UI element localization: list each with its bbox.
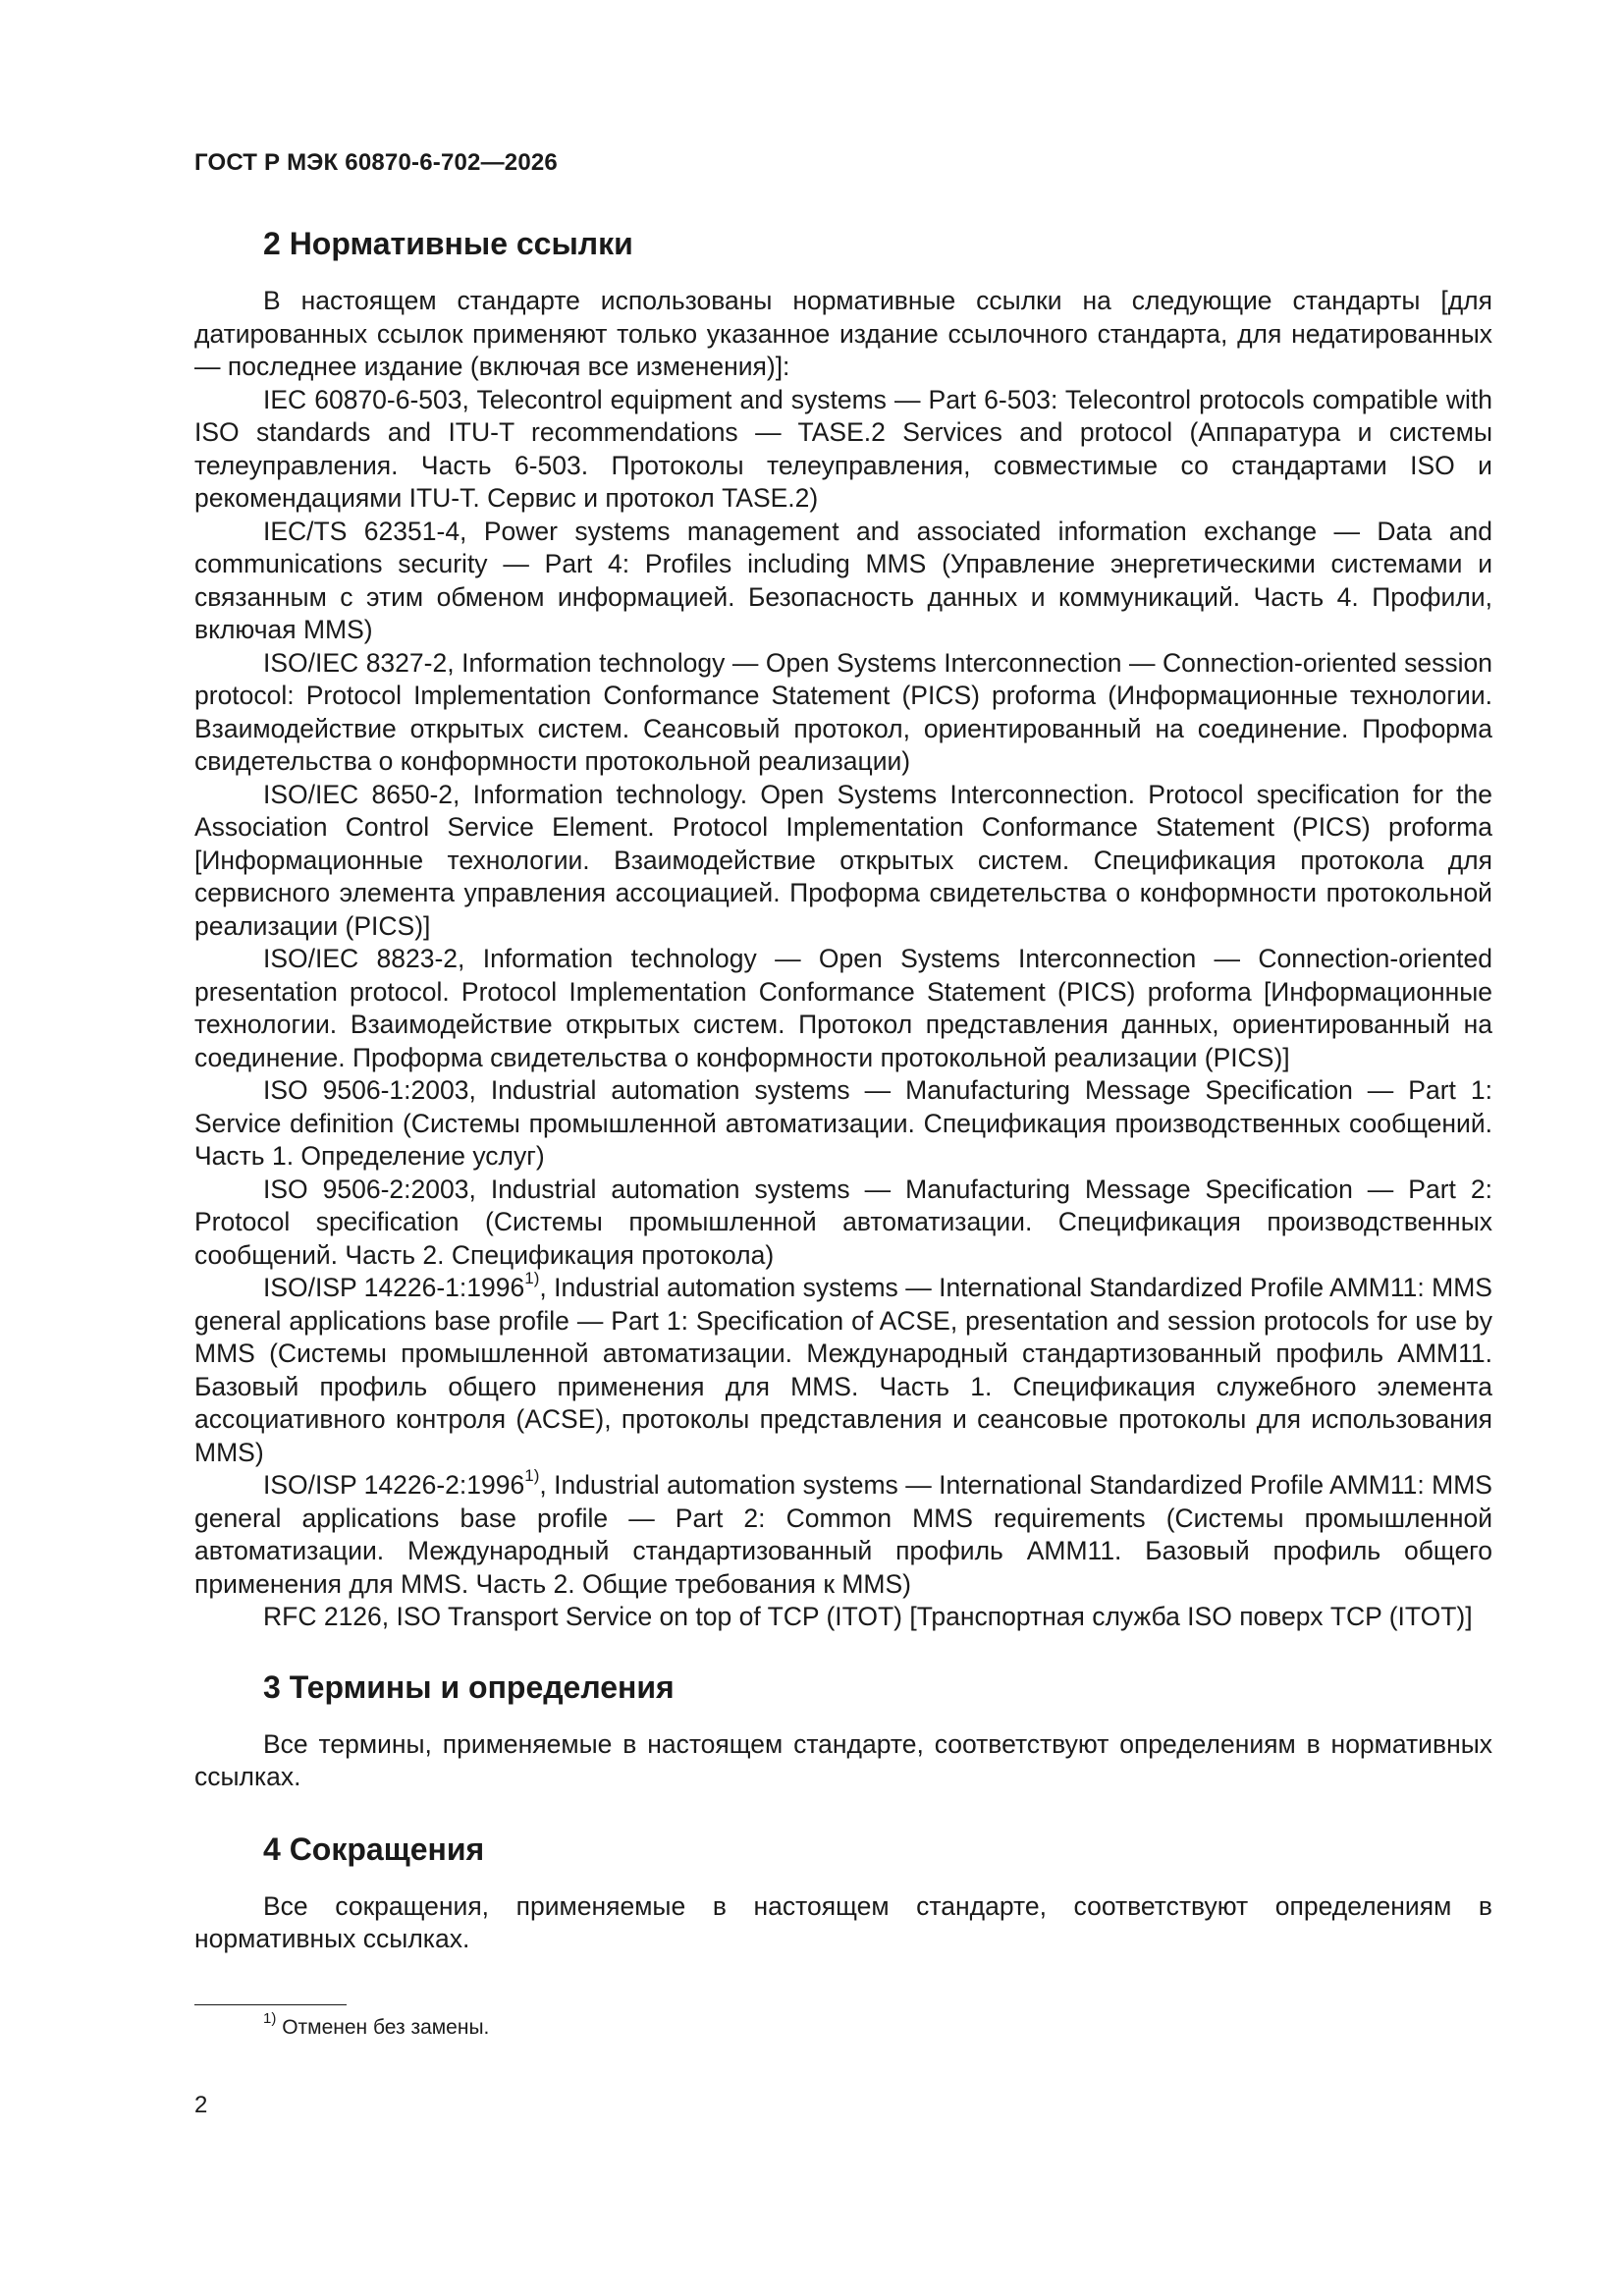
- ref-text: , Industrial automation systems — International Standardized Profile AMM11: MMS general applications base profile — Part 2: Common MMS requirements (Системы промышленной автоматизации. Международный стандартизованный профиль AMM11. Базовый профиль общего применения для MMS. Часть 2. Общие требования к MMS): [194, 1470, 1492, 1599]
- ref-iso-iec-8823-2: ISO/IEC 8823-2, Information technology — Open Systems Interconnection — Connection-oriented presentation protocol. Protocol Implementation Conformance Statement (PICS) proforma [Информационные технологии. Взаимодействие открытых систем. Протокол представления данных, ориентированный на соединение. Проформа свидетельства о конформности протокольной реализации (PICS)]: [194, 944, 1492, 1072]
- section-4-heading: 4 Сокращения: [263, 1831, 485, 1867]
- ref-iso-isp-14226-1: [194, 1269, 1492, 1469]
- page-content: [194, 224, 1492, 1956]
- ref-iso-9506-2: ISO 9506-2:2003, Industrial automation systems — Manufacturing Message Specification — Part 2: Protocol specification (Системы промышленной автоматизации. Спецификация производственных сообщений. Часть 2. Спецификация протокола): [194, 1174, 1492, 1270]
- section-3-paragraph: Все термины, применяемые в настоящем стандарте, соответствуют определениям в нормативных ссылках.: [194, 1728, 1492, 1791]
- ref-iso-9506-1: ISO 9506-1:2003, Industrial automation systems — Manufacturing Message Specification — Part 1: Service definition (Системы промышленной автоматизации. Спецификация производственных сообщений. Часть 1. Определение услуг): [194, 1075, 1492, 1171]
- section-2-intro: В настоящем стандарте использованы нормативные ссылки на следующие стандарты [для датированных ссылок применяют только указанное издание ссылочного стандарта, для недатированных — последнее издание (включая все изменения)]:: [194, 286, 1492, 381]
- section-3-heading: 3 Термины и определения: [263, 1668, 675, 1705]
- footnote-mark: 1): [263, 2010, 277, 2027]
- ref-iec-ts-62351-4: IEC/TS 62351-4, Power systems management and associated information exchange — Data and communications security — Part 4: Profiles including MMS (Управление энергетическими системами и связанным с этим обменом информацией. Безопасность данных и коммуникаций. Часть 4. Профили, включая MMS): [194, 516, 1492, 644]
- ref-text: , Industrial automation systems — International Standardized Profile AMM11: MMS general applications base profile — Part 1: Specification of ACSE, presentation and session protocols for use by MMS (Системы промышленной автоматизации. Международный стандартизованный профиль AMM11. Базовый профиль общего применения для MMS. Часть 1. Спецификация служебного элемента ассоциативного контроля (ACSE), протоколы представления и сеансовые протоколы для использования MMS): [194, 1273, 1492, 1467]
- ref-iso-iec-8327-2: ISO/IEC 8327-2, Information technology — Open Systems Interconnection — Connection-oriented session protocol: Protocol Implementation Conformance Statement (PICS) proforma (Информационные технологии. Взаимодействие открытых систем. Сеансовый протокол, ориентированный на соединение. Проформа свидетельства о конформности протокольной реализации): [194, 647, 1492, 776]
- section-2-heading: 2 Нормативные ссылки: [263, 226, 633, 261]
- document-header: ГОСТ Р МЭК 60870-6-702—2026: [194, 149, 558, 176]
- footnote-separator: [194, 2004, 347, 2005]
- page-number: 2: [194, 2092, 208, 2118]
- ref-code: ISO/ISP 14226-1:1996: [263, 1273, 525, 1302]
- footnote: [263, 2010, 490, 2041]
- section-4-paragraph: Все сокращения, применяемые в настоящем стандарте, соответствуют определениям в нормативных ссылках.: [194, 1890, 1492, 1953]
- ref-iso-iec-8650-2: ISO/IEC 8650-2, Information technology. Open Systems Interconnection. Protocol specification for the Association Control Service Element. Protocol Implementation Conformance Statement (PICS) proforma [Информационные технологии. Взаимодействие открытых систем. Спецификация протокола для сервисного элемента управления ассоциацией. Проформа свидетельства о конформности протокольной реализации (PICS)]: [194, 779, 1492, 941]
- footnote-mark: 1): [524, 1466, 540, 1486]
- ref-code: ISO/ISP 14226-2:1996: [263, 1470, 525, 1500]
- ref-rfc-2126: RFC 2126, ISO Transport Service on top of TCP (ITOT) [Транспортная служба ISO поверх TCP (ITOT)]: [263, 1602, 1473, 1631]
- ref-iec-60870-6-503: IEC 60870-6-503, Telecontrol equipment and systems — Part 6-503: Telecontrol protocols compatible with ISO standards and ITU-T recommendations — TASE.2 Services and protocol (Аппаратура и системы телеуправления. Часть 6-503. Протоколы телеуправления, совместимые со стандартами ISO и рекомендациями ITU-T. Сервис и протокол TASE.2): [194, 384, 1492, 513]
- ref-iso-isp-14226-2: [194, 1466, 1492, 1601]
- footnote-text: Отменен без замены.: [282, 2016, 490, 2039]
- footnote-mark: 1): [524, 1269, 540, 1288]
